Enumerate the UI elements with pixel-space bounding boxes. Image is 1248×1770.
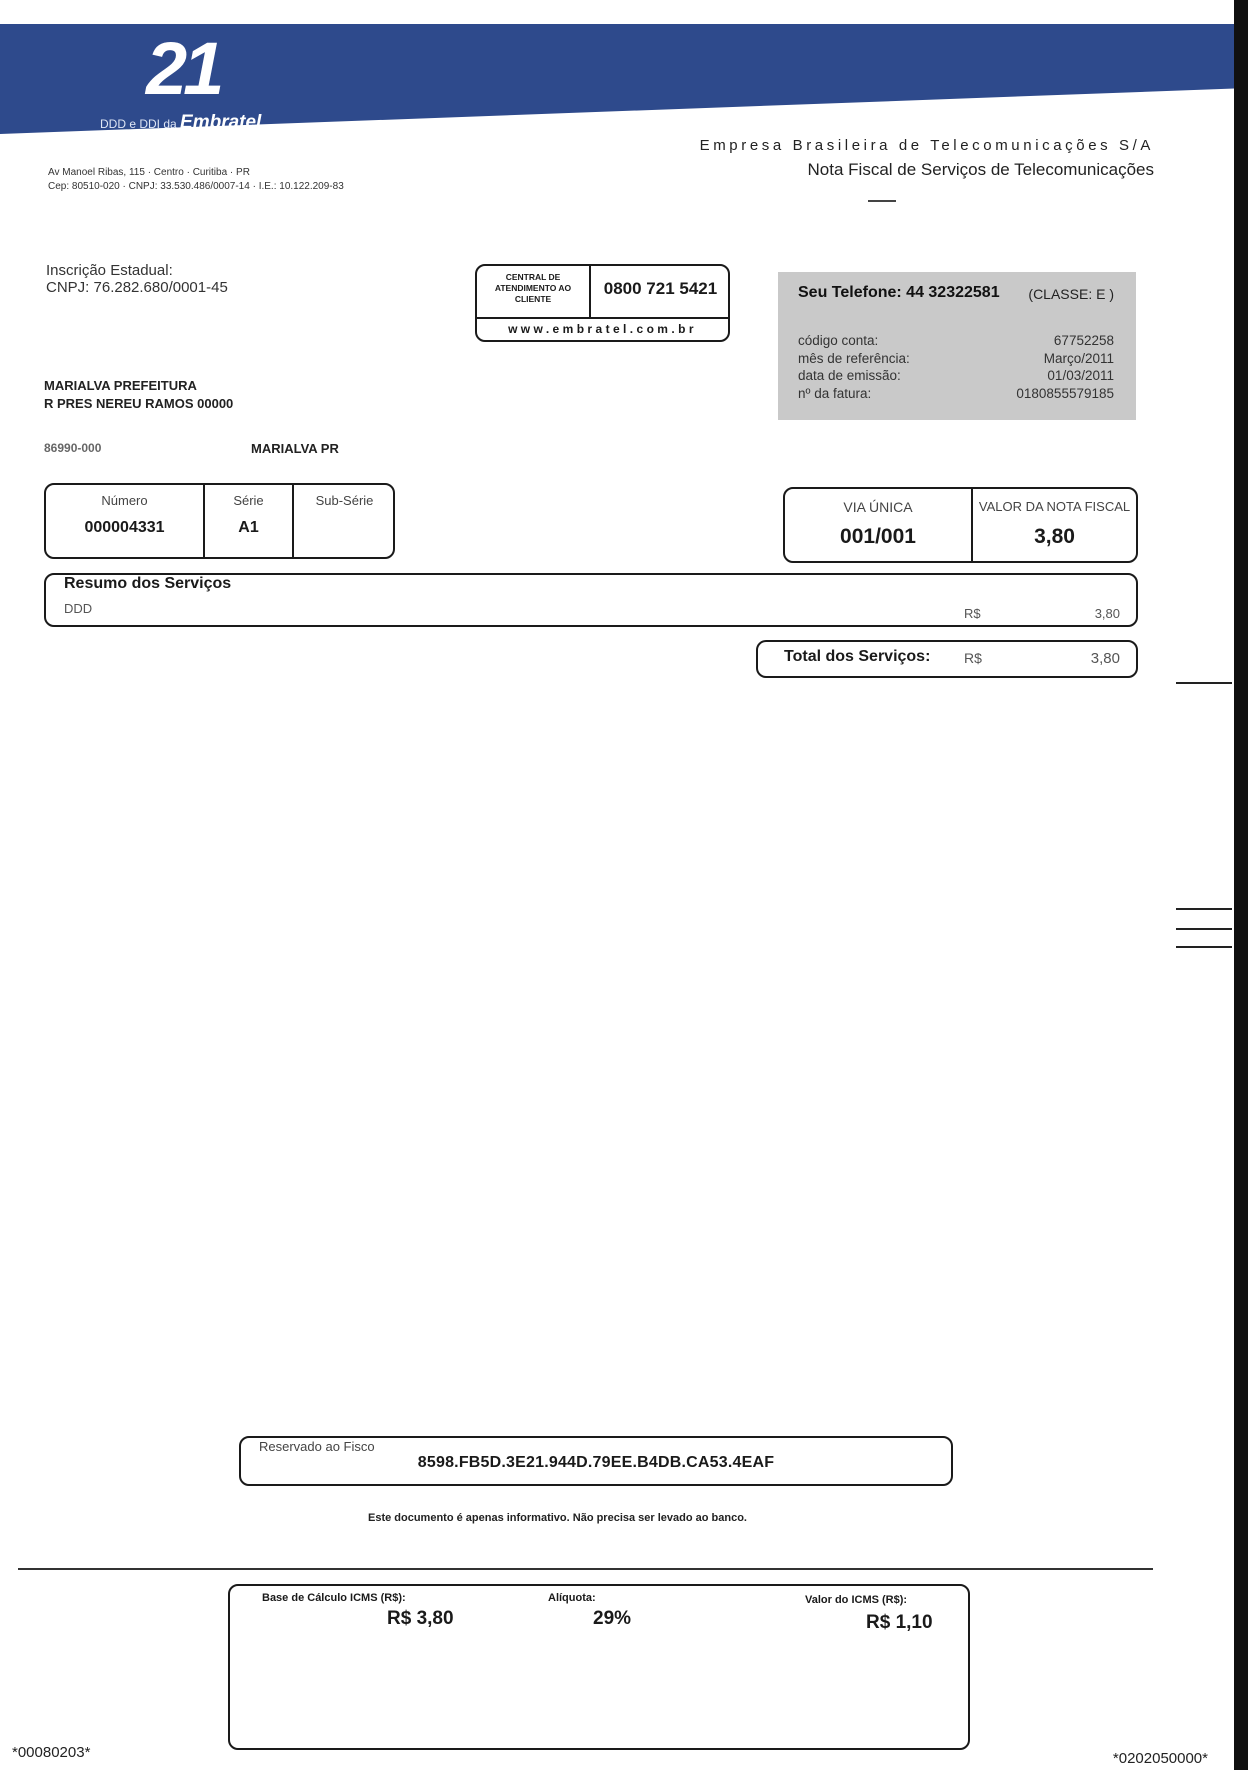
margin-mark [1176,928,1232,930]
services-total-box [756,640,1138,678]
icms-box [228,1584,970,1750]
valor-label: VALOR DA NOTA FISCAL [978,499,1131,514]
service-item-value: 3,80 [1094,606,1120,621]
numero-cell [46,485,205,557]
icms-base-label: Base de Cálculo ICMS (R$): [262,1592,406,1604]
service-center-box [475,264,730,342]
service-center-website[interactable]: www.embratel.com.br [508,322,697,336]
service-center-divider-h [477,317,728,319]
service-center-phone: 0800 721 5421 [603,279,718,298]
valor-cell [973,489,1136,561]
company-name: Empresa Brasileira de Telecomunicações S/A [699,137,1154,154]
serie-cell [205,485,294,557]
via-value: 001/001 [840,525,916,548]
account-row: nº da fatura: 0180855579185 [798,385,1114,401]
document-title: Nota Fiscal de Serviços de Telecomunicações [807,160,1154,179]
subserie-label: Sub-Série [315,493,374,508]
recipient-zip: 86990-000 [44,441,102,455]
services-summary-box [44,573,1138,627]
icms-aliquota-label: Alíquota: [548,1592,596,1604]
scan-edge [1234,0,1248,1770]
invoice-ident-box [44,483,395,559]
invoice-value-box [783,487,1138,563]
logo-number: 21 [146,27,221,110]
icms-base-value: R$ 3,80 [387,1608,454,1629]
account-class: (CLASSE: E ) [1028,286,1114,302]
account-row: código conta: 67752258 [798,333,1114,348]
cnpj: CNPJ: 76.282.680/0001-45 [46,279,228,296]
sender-address-line1: Av Manoel Ribas, 115 · Centro · Curitiba · PR [48,167,250,178]
footer-code-left: *00080203* [12,1744,91,1761]
margin-mark [1176,946,1232,948]
margin-mark [1176,908,1232,910]
sender-address-line2: Cep: 80510-020 · CNPJ: 33.530.486/0007-14 · I.E.: 10.122.209-83 [48,181,344,192]
recipient-city: MARIALVA PR [251,441,339,456]
account-rows [798,332,1114,402]
logo [100,27,320,133]
footer-code-right: *0202050000* [1112,1750,1208,1767]
informative-notice: Este documento é apenas informativo. Não precisa ser levado ao banco. [367,1512,747,1524]
service-item-name: DDD [64,601,93,616]
services-title: Resumo dos Serviços [64,575,232,592]
services-total-currency: R$ [964,650,982,666]
subserie-cell [294,485,395,557]
numero-label: Número [101,493,148,508]
logo-brand: Embratel [180,112,262,133]
logo-tagline: DDD e DDI da Embratel [100,112,262,133]
via-label: VIA ÚNICA [843,499,913,515]
service-center-divider-v [589,266,591,317]
service-item-currency: R$ [964,606,981,621]
account-phone: Seu Telefone: 44 32322581 [798,284,1000,301]
service-center-label: CENTRAL DE ATENDIMENTO AO CLIENTE [494,272,572,304]
numero-value: 000004331 [84,519,165,536]
account-row: data de emissão: 01/03/2011 [798,368,1114,383]
sender-address [48,166,344,194]
separator-line [18,1568,1153,1570]
recipient-block [44,377,233,413]
title-divider [868,200,896,202]
inscricao-label: Inscrição Estadual: [46,262,173,279]
icms-valor-value: R$ 1,10 [866,1612,933,1633]
icms-valor-label: Valor do ICMS (R$): [805,1594,908,1606]
account-info-box [778,272,1136,420]
services-total-label: Total dos Serviços: [784,648,931,665]
fisco-box [239,1436,953,1486]
serie-value: A1 [238,519,259,536]
recipient-street: R PRES NEREU RAMOS 00000 [44,396,234,411]
recipient-name: MARIALVA PREFEITURA [44,378,197,393]
serie-label: Série [233,493,264,508]
valor-value: 3,80 [1034,525,1075,548]
account-row: mês de referência: Março/2011 [798,350,1114,366]
customer-ids [46,262,228,296]
fisco-code: 8598.FB5D.3E21.944D.79EE.B4DB.CA53.4EAF [417,1454,775,1471]
margin-mark [1176,682,1232,684]
fisco-label: Reservado ao Fisco [259,1439,375,1454]
services-total-value: 3,80 [1090,650,1120,667]
icms-aliquota-value: 29% [593,1608,632,1629]
via-cell [785,489,973,561]
